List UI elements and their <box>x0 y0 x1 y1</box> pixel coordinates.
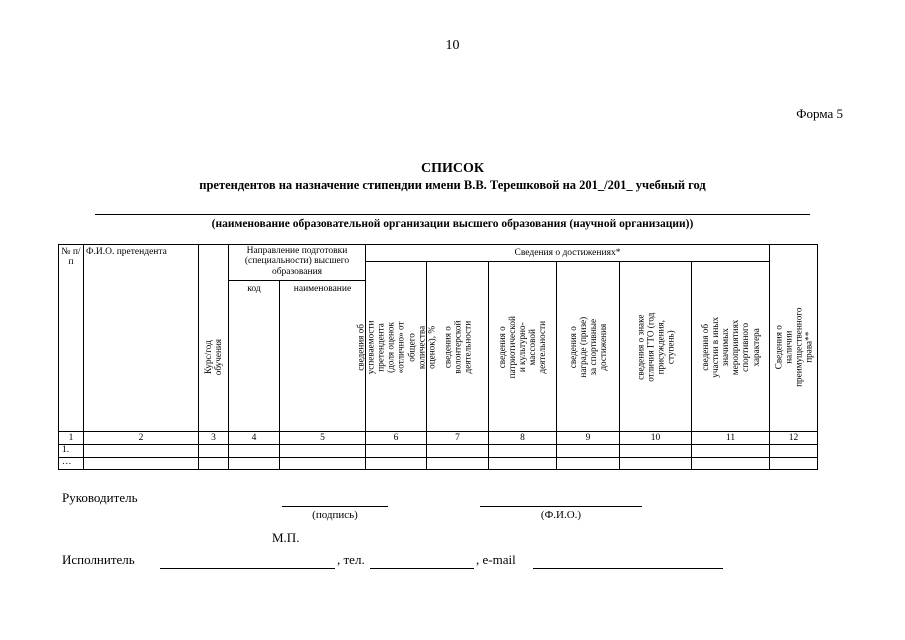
signature-caption: (подпись) <box>312 509 358 521</box>
email-line <box>533 568 723 569</box>
table-row-label: 1. <box>62 445 70 455</box>
document-subtitle: претендентов на назначение стипендии имени В.В. Терешковой на 201_/201_ учебный год <box>199 178 706 192</box>
header-fio: Ф.И.О. претендента <box>86 247 167 257</box>
table-border-right <box>817 244 818 470</box>
form-label: Форма 5 <box>796 106 843 121</box>
header-ach-volunteer: сведения о волонтерской деятельности <box>442 320 473 374</box>
col-number: 7 <box>455 433 460 443</box>
executor-label: Исполнитель <box>62 552 135 567</box>
email-label: , e-mail <box>476 552 516 567</box>
col-number: 1 <box>68 433 74 443</box>
header-ach-sport-award: сведения о награде (призе) за спортивные достижения <box>567 316 609 378</box>
page-number: 10 <box>445 38 460 53</box>
phone-label: , тел. <box>337 552 365 567</box>
header-code: код <box>247 284 261 294</box>
stamp-label: М.П. <box>272 530 300 545</box>
header-ach-gto: сведения о знаке отличия ГТО (год присуждения, ступень) <box>635 312 676 382</box>
numbers-row-line <box>58 444 818 445</box>
col-number: 6 <box>393 433 399 443</box>
col-number: 10 <box>650 433 661 443</box>
signature-line <box>282 506 388 507</box>
direction-header-line <box>228 280 365 281</box>
executor-name-line <box>160 568 335 569</box>
col-number: 3 <box>211 433 216 443</box>
col-number: 12 <box>788 433 799 443</box>
organization-name-line <box>95 214 810 215</box>
candidates-table <box>58 244 818 470</box>
header-achievements: Сведения о достижениях* <box>514 248 621 258</box>
head-label: Руководитель <box>62 490 138 505</box>
header-ach-grades: сведения об успеваемости претендента (доля оценок «отлично» от общего количества оценок), % <box>355 320 437 374</box>
header-priority: Сведения о наличии преимущественного права** <box>773 307 814 387</box>
table-border-bottom <box>58 469 818 470</box>
col-number: 5 <box>320 433 325 443</box>
table-border-top <box>58 244 818 245</box>
col-number: 4 <box>251 433 257 443</box>
header-direction: Направление подготовки (специальности) высшего образования <box>244 246 350 277</box>
col-number: 9 <box>585 433 591 443</box>
document-title: СПИСОК <box>420 161 485 176</box>
phone-line <box>370 568 474 569</box>
header-ach-sport-events: сведения об участии в иных значимых мероприятиях спортивного характера <box>700 316 761 378</box>
head-fio-line <box>480 506 642 507</box>
fio-caption: (Ф.И.О.) <box>540 509 582 521</box>
header-ach-patriotic: сведения о патриотической и культурно-массовой деятельности <box>497 315 548 379</box>
header-num: № п/п <box>61 247 81 268</box>
header-name: наименование <box>293 284 352 294</box>
col-number: 2 <box>138 433 144 443</box>
col-number: 11 <box>725 433 736 443</box>
table-row-label: … <box>62 457 72 467</box>
col-number: 8 <box>520 433 525 443</box>
header-course: Курс/год обучения <box>203 338 224 376</box>
row1-line <box>58 457 818 458</box>
organization-caption: (наименование образовательной организации высшего образования (научной организации)) <box>211 218 694 230</box>
